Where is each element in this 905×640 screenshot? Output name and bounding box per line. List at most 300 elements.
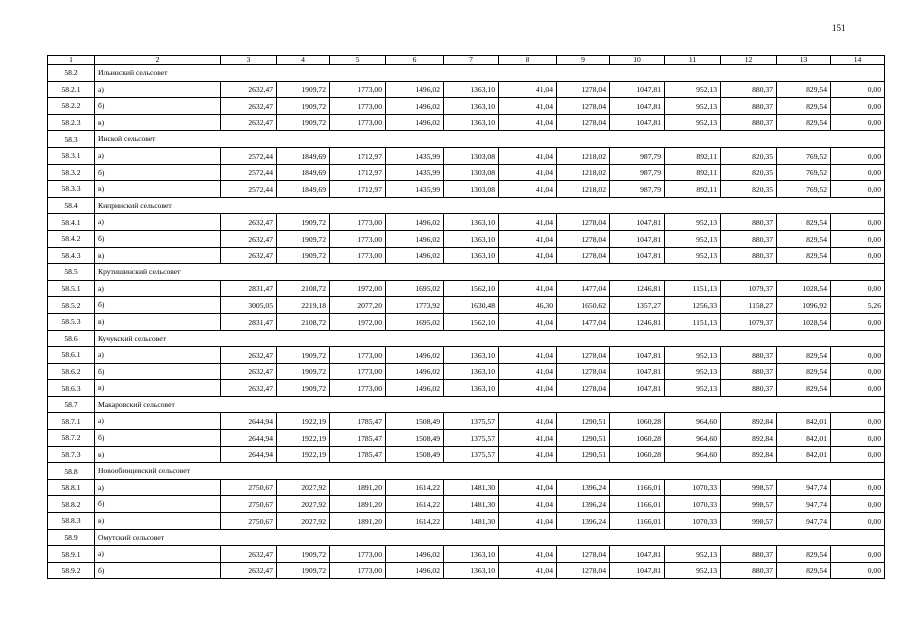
value-cell: 1785,47 (330, 430, 386, 447)
value-cell: 2632,47 (221, 81, 277, 98)
value-cell: 1303,08 (444, 147, 499, 164)
row-label: а) (95, 479, 221, 496)
value-cell: 829,54 (777, 562, 831, 579)
section-name: Инской сельсовет (95, 131, 885, 148)
table-row (48, 479, 885, 496)
section-code: 58.2 (48, 65, 95, 82)
row-label: б) (95, 363, 221, 380)
value-cell: 880,37 (721, 562, 777, 579)
value-cell: 1060,28 (610, 413, 665, 430)
value-cell: 46,30 (499, 297, 557, 314)
value-cell: 1363,10 (444, 546, 499, 563)
value-cell: 1773,00 (330, 546, 386, 563)
row-code: 58.7.1 (48, 413, 95, 430)
value-cell: 1508,49 (386, 446, 444, 463)
section-name: Кипринский сельсовет (95, 197, 885, 214)
section-row (48, 396, 885, 413)
table-row (48, 297, 885, 314)
section-code: 58.6 (48, 330, 95, 347)
section-code: 58.7 (48, 396, 95, 413)
value-cell: 41,04 (499, 81, 557, 98)
value-cell: 880,37 (721, 214, 777, 231)
value-cell: 1712,97 (330, 181, 386, 198)
value-cell: 2632,47 (221, 363, 277, 380)
section-code: 58.3 (48, 131, 95, 148)
value-cell: 952,13 (665, 214, 721, 231)
value-cell: 820,35 (721, 164, 777, 181)
value-cell: 0,00 (831, 546, 885, 563)
value-cell: 1070,33 (665, 513, 721, 530)
value-cell: 0,00 (831, 230, 885, 247)
value-cell: 1396,24 (557, 513, 610, 530)
value-cell: 964,60 (665, 446, 721, 463)
row-label: а) (95, 147, 221, 164)
table-row (48, 413, 885, 430)
column-header: 4 (277, 56, 330, 65)
value-cell: 0,00 (831, 496, 885, 513)
value-cell: 1028,54 (777, 280, 831, 297)
value-cell: 1375,57 (444, 413, 499, 430)
value-cell: 1909,72 (277, 562, 330, 579)
value-cell: 1435,99 (386, 147, 444, 164)
section-row (48, 197, 885, 214)
row-label: б) (95, 496, 221, 513)
row-code: 58.4.3 (48, 247, 95, 264)
row-label: б) (95, 164, 221, 181)
value-cell: 41,04 (499, 147, 557, 164)
value-cell: 1481,30 (444, 496, 499, 513)
value-cell: 829,54 (777, 230, 831, 247)
tariff-table (47, 55, 885, 579)
table-row (48, 546, 885, 563)
value-cell: 842,01 (777, 446, 831, 463)
value-cell: 1909,72 (277, 114, 330, 131)
row-code: 58.8.3 (48, 513, 95, 530)
value-cell: 892,11 (665, 147, 721, 164)
value-cell: 0,00 (831, 513, 885, 530)
section-name: Кучукский сельсовет (95, 330, 885, 347)
value-cell: 1047,81 (610, 380, 665, 397)
value-cell: 1891,20 (330, 513, 386, 530)
section-row (48, 131, 885, 148)
value-cell: 2750,67 (221, 513, 277, 530)
value-cell: 1909,72 (277, 546, 330, 563)
value-cell: 998,57 (721, 479, 777, 496)
value-cell: 2632,47 (221, 114, 277, 131)
value-cell: 1773,00 (330, 81, 386, 98)
value-cell: 1614,22 (386, 496, 444, 513)
table-row (48, 562, 885, 579)
value-cell: 947,74 (777, 479, 831, 496)
value-cell: 952,13 (665, 230, 721, 247)
value-cell: 1849,69 (277, 181, 330, 198)
value-cell: 41,04 (499, 562, 557, 579)
row-label: а) (95, 280, 221, 297)
value-cell: 2632,47 (221, 562, 277, 579)
value-cell: 1375,57 (444, 446, 499, 463)
value-cell: 2632,47 (221, 546, 277, 563)
value-cell: 41,04 (499, 363, 557, 380)
value-cell: 892,11 (665, 164, 721, 181)
value-cell: 1096,92 (777, 297, 831, 314)
value-cell: 2632,47 (221, 214, 277, 231)
value-cell: 1047,81 (610, 230, 665, 247)
value-cell: 41,04 (499, 430, 557, 447)
value-cell: 1562,10 (444, 313, 499, 330)
value-cell: 892,84 (721, 430, 777, 447)
value-cell: 1496,02 (386, 363, 444, 380)
table-row (48, 114, 885, 131)
table-row (48, 313, 885, 330)
value-cell: 1363,10 (444, 363, 499, 380)
section-row (48, 65, 885, 82)
section-code: 58.4 (48, 197, 95, 214)
value-cell: 1278,04 (557, 363, 610, 380)
table-row (48, 81, 885, 98)
value-cell: 2831,47 (221, 313, 277, 330)
value-cell: 1477,04 (557, 280, 610, 297)
row-label: в) (95, 513, 221, 530)
section-code: 58.8 (48, 463, 95, 480)
row-code: 58.3.1 (48, 147, 95, 164)
row-code: 58.8.1 (48, 479, 95, 496)
value-cell: 829,54 (777, 347, 831, 364)
value-cell: 1922,19 (277, 446, 330, 463)
value-cell: 0,00 (831, 247, 885, 264)
value-cell: 41,04 (499, 446, 557, 463)
value-cell: 880,37 (721, 230, 777, 247)
header-row (48, 56, 885, 65)
value-cell: 1396,24 (557, 496, 610, 513)
section-code: 58.9 (48, 529, 95, 546)
row-label: в) (95, 181, 221, 198)
column-header: 12 (721, 56, 777, 65)
value-cell: 1496,02 (386, 380, 444, 397)
column-header: 8 (499, 56, 557, 65)
value-cell: 952,13 (665, 363, 721, 380)
column-header: 1 (48, 56, 95, 65)
value-cell: 1773,00 (330, 380, 386, 397)
row-label: в) (95, 380, 221, 397)
value-cell: 0,00 (831, 164, 885, 181)
value-cell: 947,74 (777, 496, 831, 513)
row-code: 58.2.3 (48, 114, 95, 131)
value-cell: 2632,47 (221, 347, 277, 364)
value-cell: 2108,72 (277, 313, 330, 330)
value-cell: 1773,92 (386, 297, 444, 314)
value-cell: 0,00 (831, 147, 885, 164)
value-cell: 829,54 (777, 114, 831, 131)
row-code: 58.4.1 (48, 214, 95, 231)
value-cell: 1891,20 (330, 479, 386, 496)
value-cell: 880,37 (721, 363, 777, 380)
value-cell: 1909,72 (277, 380, 330, 397)
row-label: в) (95, 114, 221, 131)
column-header: 5 (330, 56, 386, 65)
row-code: 58.7.2 (48, 430, 95, 447)
value-cell: 880,37 (721, 380, 777, 397)
value-cell: 1435,99 (386, 181, 444, 198)
value-cell: 1496,02 (386, 98, 444, 115)
column-header: 13 (777, 56, 831, 65)
value-cell: 1909,72 (277, 347, 330, 364)
value-cell: 829,54 (777, 380, 831, 397)
value-cell: 1246,81 (610, 280, 665, 297)
row-code: 58.5.1 (48, 280, 95, 297)
value-cell: 1363,10 (444, 380, 499, 397)
value-cell: 880,37 (721, 546, 777, 563)
table-row (48, 380, 885, 397)
value-cell: 2750,67 (221, 496, 277, 513)
value-cell: 1278,04 (557, 81, 610, 98)
section-row (48, 529, 885, 546)
value-cell: 0,00 (831, 280, 885, 297)
value-cell: 829,54 (777, 247, 831, 264)
value-cell: 1363,10 (444, 114, 499, 131)
value-cell: 1630,48 (444, 297, 499, 314)
value-cell: 964,60 (665, 413, 721, 430)
value-cell: 952,13 (665, 98, 721, 115)
value-cell: 2572,44 (221, 164, 277, 181)
value-cell: 1972,00 (330, 313, 386, 330)
row-label: в) (95, 247, 221, 264)
value-cell: 1256,33 (665, 297, 721, 314)
value-cell: 2632,47 (221, 230, 277, 247)
value-cell: 1246,81 (610, 313, 665, 330)
value-cell: 892,84 (721, 413, 777, 430)
value-cell: 1166,01 (610, 496, 665, 513)
value-cell: 2750,67 (221, 479, 277, 496)
value-cell: 2632,47 (221, 380, 277, 397)
value-cell: 2572,44 (221, 147, 277, 164)
table-row (48, 164, 885, 181)
value-cell: 41,04 (499, 98, 557, 115)
value-cell: 0,00 (831, 430, 885, 447)
value-cell: 1218,02 (557, 164, 610, 181)
row-code: 58.4.2 (48, 230, 95, 247)
table-row (48, 230, 885, 247)
column-header: 7 (444, 56, 499, 65)
value-cell: 1060,28 (610, 430, 665, 447)
table-row (48, 181, 885, 198)
table-row (48, 496, 885, 513)
value-cell: 820,35 (721, 181, 777, 198)
column-header: 3 (221, 56, 277, 65)
section-name: Ильинский сельсовет (95, 65, 885, 82)
value-cell: 998,57 (721, 513, 777, 530)
value-cell: 1695,02 (386, 280, 444, 297)
value-cell: 1047,81 (610, 363, 665, 380)
value-cell: 964,60 (665, 430, 721, 447)
value-cell: 1278,04 (557, 546, 610, 563)
value-cell: 1849,69 (277, 164, 330, 181)
value-cell: 1218,02 (557, 181, 610, 198)
row-label: а) (95, 413, 221, 430)
row-code: 58.2.2 (48, 98, 95, 115)
row-code: 58.3.3 (48, 181, 95, 198)
table-row (48, 363, 885, 380)
value-cell: 1151,13 (665, 313, 721, 330)
table-row (48, 247, 885, 264)
value-cell: 1909,72 (277, 230, 330, 247)
value-cell: 1028,54 (777, 313, 831, 330)
value-cell: 987,79 (610, 181, 665, 198)
value-cell: 1508,49 (386, 430, 444, 447)
value-cell: 880,37 (721, 247, 777, 264)
value-cell: 1496,02 (386, 81, 444, 98)
value-cell: 0,00 (831, 214, 885, 231)
value-cell: 1435,99 (386, 164, 444, 181)
value-cell: 1278,04 (557, 98, 610, 115)
row-code: 58.9.2 (48, 562, 95, 579)
value-cell: 2108,72 (277, 280, 330, 297)
value-cell: 1363,10 (444, 214, 499, 231)
value-cell: 1849,69 (277, 147, 330, 164)
value-cell: 2027,92 (277, 496, 330, 513)
section-name: Новообинцевский сельсовет (95, 463, 885, 480)
value-cell: 820,35 (721, 147, 777, 164)
value-cell: 769,52 (777, 181, 831, 198)
value-cell: 769,52 (777, 164, 831, 181)
value-cell: 41,04 (499, 181, 557, 198)
value-cell: 1773,00 (330, 247, 386, 264)
row-code: 58.3.2 (48, 164, 95, 181)
value-cell: 1375,57 (444, 430, 499, 447)
value-cell: 1047,81 (610, 347, 665, 364)
table-row (48, 98, 885, 115)
value-cell: 2644,94 (221, 430, 277, 447)
value-cell: 947,74 (777, 513, 831, 530)
value-cell: 1922,19 (277, 413, 330, 430)
value-cell: 0,00 (831, 347, 885, 364)
value-cell: 1909,72 (277, 363, 330, 380)
value-cell: 0,00 (831, 181, 885, 198)
value-cell: 41,04 (499, 479, 557, 496)
value-cell: 1047,81 (610, 247, 665, 264)
section-row (48, 330, 885, 347)
section-name: Макаровский сельсовет (95, 396, 885, 413)
value-cell: 2632,47 (221, 247, 277, 264)
value-cell: 829,54 (777, 81, 831, 98)
value-cell: 1695,02 (386, 313, 444, 330)
value-cell: 2027,92 (277, 513, 330, 530)
value-cell: 880,37 (721, 347, 777, 364)
row-code: 58.6.1 (48, 347, 95, 364)
value-cell: 1151,13 (665, 280, 721, 297)
row-code: 58.2.1 (48, 81, 95, 98)
value-cell: 0,00 (831, 81, 885, 98)
value-cell: 1614,22 (386, 513, 444, 530)
value-cell: 829,54 (777, 363, 831, 380)
value-cell: 5,26 (831, 297, 885, 314)
value-cell: 1060,28 (610, 446, 665, 463)
value-cell: 1363,10 (444, 98, 499, 115)
value-cell: 0,00 (831, 313, 885, 330)
value-cell: 0,00 (831, 479, 885, 496)
value-cell: 1508,49 (386, 413, 444, 430)
value-cell: 1070,33 (665, 496, 721, 513)
value-cell: 1773,00 (330, 562, 386, 579)
value-cell: 1773,00 (330, 363, 386, 380)
value-cell: 1303,08 (444, 164, 499, 181)
value-cell: 41,04 (499, 164, 557, 181)
row-label: а) (95, 81, 221, 98)
row-label: в) (95, 313, 221, 330)
value-cell: 1909,72 (277, 81, 330, 98)
value-cell: 987,79 (610, 147, 665, 164)
value-cell: 1496,02 (386, 247, 444, 264)
value-cell: 41,04 (499, 247, 557, 264)
column-header: 14 (831, 56, 885, 65)
table-row (48, 347, 885, 364)
value-cell: 2219,18 (277, 297, 330, 314)
value-cell: 829,54 (777, 214, 831, 231)
value-cell: 998,57 (721, 496, 777, 513)
value-cell: 2572,44 (221, 181, 277, 198)
value-cell: 41,04 (499, 114, 557, 131)
value-cell: 1481,30 (444, 479, 499, 496)
table-row (48, 430, 885, 447)
row-code: 58.6.2 (48, 363, 95, 380)
value-cell: 1047,81 (610, 98, 665, 115)
value-cell: 1278,04 (557, 230, 610, 247)
value-cell: 1562,10 (444, 280, 499, 297)
value-cell: 1496,02 (386, 214, 444, 231)
value-cell: 892,84 (721, 446, 777, 463)
value-cell: 1047,81 (610, 214, 665, 231)
value-cell: 41,04 (499, 347, 557, 364)
page-number: 151 (832, 23, 846, 33)
value-cell: 952,13 (665, 247, 721, 264)
value-cell: 2831,47 (221, 280, 277, 297)
row-code: 58.8.2 (48, 496, 95, 513)
value-cell: 2644,94 (221, 446, 277, 463)
column-header: 10 (610, 56, 665, 65)
value-cell: 1481,30 (444, 513, 499, 530)
value-cell: 1496,02 (386, 114, 444, 131)
value-cell: 1278,04 (557, 214, 610, 231)
value-cell: 1278,04 (557, 380, 610, 397)
value-cell: 1650,62 (557, 297, 610, 314)
row-code: 58.9.1 (48, 546, 95, 563)
column-header: 2 (95, 56, 221, 65)
value-cell: 41,04 (499, 230, 557, 247)
value-cell: 1785,47 (330, 446, 386, 463)
value-cell: 1278,04 (557, 114, 610, 131)
value-cell: 1166,01 (610, 513, 665, 530)
value-cell: 2632,47 (221, 98, 277, 115)
value-cell: 0,00 (831, 114, 885, 131)
value-cell: 1773,00 (330, 230, 386, 247)
value-cell: 829,54 (777, 98, 831, 115)
value-cell: 1909,72 (277, 247, 330, 264)
row-label: б) (95, 230, 221, 247)
value-cell: 1972,00 (330, 280, 386, 297)
value-cell: 1363,10 (444, 230, 499, 247)
value-cell: 0,00 (831, 446, 885, 463)
value-cell: 1773,00 (330, 98, 386, 115)
value-cell: 1079,37 (721, 313, 777, 330)
table-row (48, 280, 885, 297)
value-cell: 952,13 (665, 114, 721, 131)
section-row (48, 264, 885, 281)
value-cell: 1496,02 (386, 347, 444, 364)
section-row (48, 463, 885, 480)
value-cell: 41,04 (499, 513, 557, 530)
value-cell: 41,04 (499, 380, 557, 397)
value-cell: 1712,97 (330, 147, 386, 164)
value-cell: 1363,10 (444, 562, 499, 579)
